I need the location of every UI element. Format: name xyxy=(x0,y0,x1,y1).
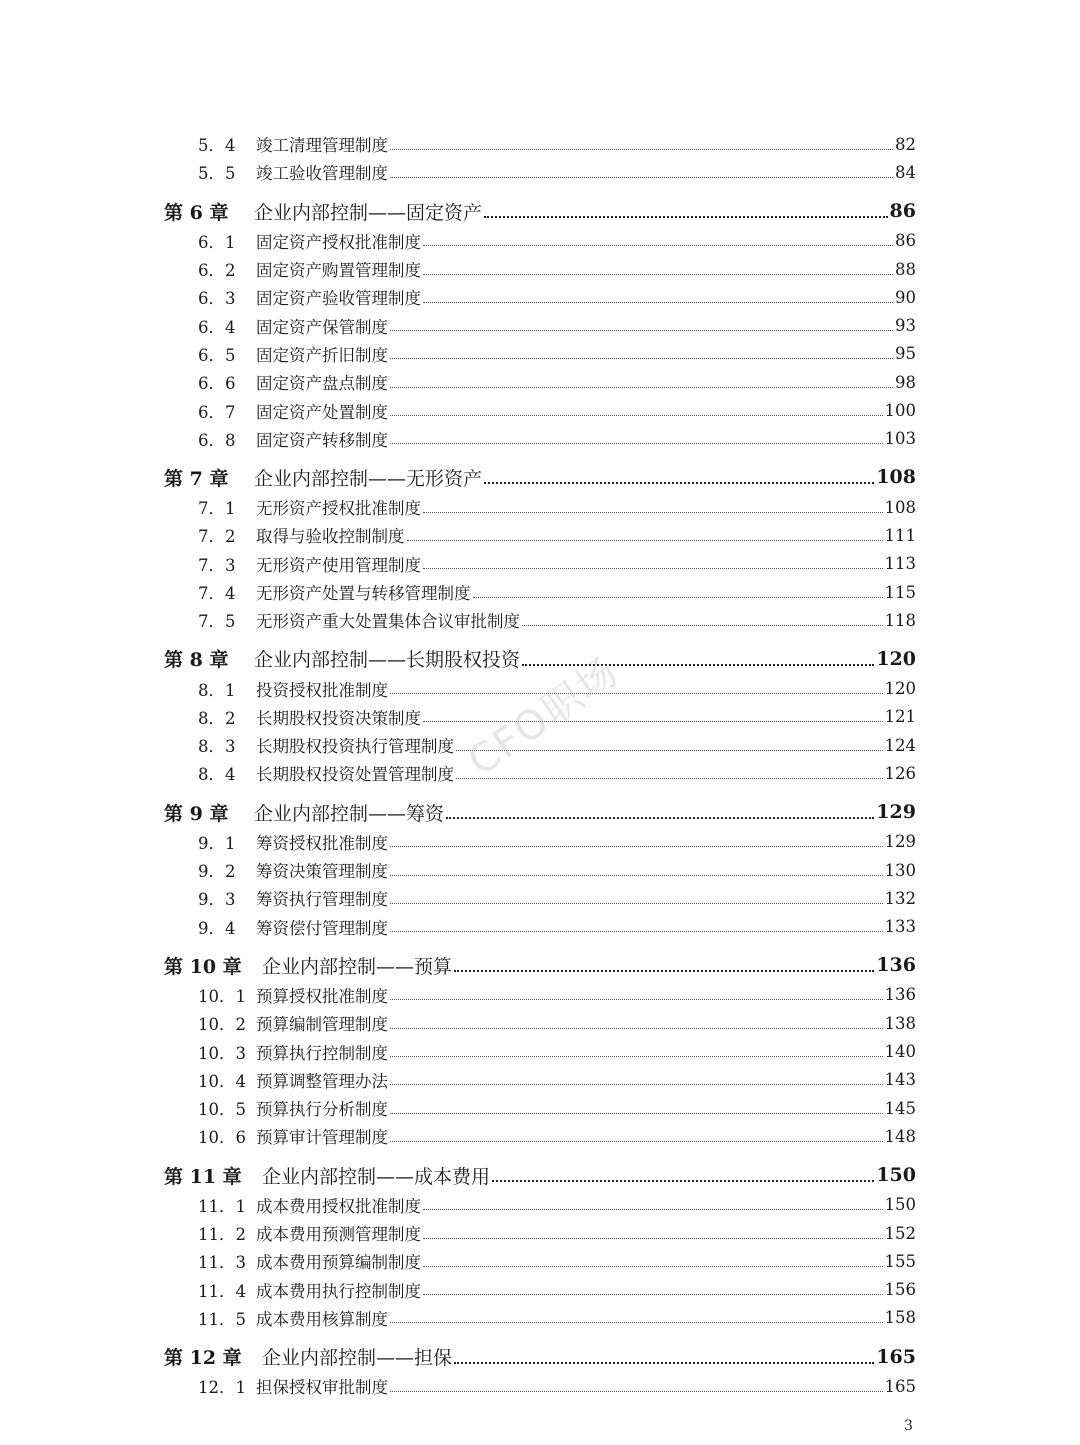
toc-entry-page: 111 xyxy=(884,525,916,545)
dot-leader xyxy=(390,999,883,1000)
toc-entry-page: 150 xyxy=(876,1164,916,1187)
toc-section-row xyxy=(0,1219,1080,1247)
toc-section-row xyxy=(0,674,1080,702)
dot-leader xyxy=(423,512,883,513)
toc-entry-title: 竣工验收管理制度 xyxy=(256,164,388,184)
toc-entry-page: 88 xyxy=(895,259,916,279)
toc-section-row xyxy=(0,1304,1080,1332)
toc-section-row xyxy=(0,981,1080,1009)
dot-leader xyxy=(423,1209,883,1210)
toc-section-row xyxy=(0,1191,1080,1219)
toc-entry-title: 取得与验收控制制度 xyxy=(256,527,405,547)
dot-leader xyxy=(473,597,883,598)
toc-entry-page: 158 xyxy=(884,1308,916,1328)
dot-leader xyxy=(390,1391,883,1392)
toc-entry-title: 筹资偿付管理制度 xyxy=(256,918,388,938)
toc-entry-number: 6．6 xyxy=(198,374,236,394)
dot-leader xyxy=(390,875,883,876)
toc-entry-page: 132 xyxy=(884,888,916,908)
toc-entry-number: 6．4 xyxy=(198,317,236,337)
toc-section-row xyxy=(0,1247,1080,1275)
toc-entry-title: 企业内部控制——预算 xyxy=(262,955,453,978)
toc-entry-number: 6．5 xyxy=(198,345,236,365)
toc-entry-page: 120 xyxy=(876,647,916,670)
toc-section-row xyxy=(0,130,1080,158)
watermark: CFO职场 xyxy=(460,648,628,786)
dot-leader xyxy=(390,1028,883,1029)
toc-entry-number: 第 7 章 xyxy=(164,467,229,490)
toc-chapter-row xyxy=(0,941,1080,981)
dot-leader xyxy=(390,387,893,388)
dot-leader xyxy=(522,625,883,626)
toc-entry-number: 10．6 xyxy=(198,1128,246,1148)
dot-leader xyxy=(390,415,883,416)
toc-entry-title: 预算执行分析制度 xyxy=(256,1100,388,1120)
toc-entry-title: 无形资产授权批准制度 xyxy=(256,499,421,519)
toc-entry-title: 无形资产处置与转移管理制度 xyxy=(256,584,471,603)
toc-entry-title: 预算调整管理办法 xyxy=(256,1071,388,1091)
toc-entry-number: 10．5 xyxy=(198,1100,246,1120)
toc-entry-number: 6．1 xyxy=(198,232,236,252)
dot-leader xyxy=(446,817,874,819)
toc-entry-title: 预算编制管理制度 xyxy=(256,1015,388,1035)
toc-entry-number: 9．4 xyxy=(198,918,236,938)
toc-entry-title: 预算授权批准制度 xyxy=(256,986,388,1006)
toc-section-row xyxy=(0,1372,1080,1400)
toc-entry-number: 7．2 xyxy=(198,527,236,547)
toc-entry-title: 企业内部控制——担保 xyxy=(262,1347,453,1370)
toc-chapter-row xyxy=(0,1151,1080,1191)
page-number: 3 xyxy=(904,1418,913,1434)
toc-section-row xyxy=(0,828,1080,856)
toc-entry-number: 7．1 xyxy=(198,499,236,519)
dot-leader xyxy=(390,1113,883,1114)
toc-entry-title: 长期股权投资决策制度 xyxy=(256,708,421,728)
toc-entry-page: 129 xyxy=(876,801,916,824)
toc-section-row xyxy=(0,1122,1080,1150)
toc-section-row xyxy=(0,521,1080,549)
toc-entry-title: 固定资产盘点制度 xyxy=(256,374,388,394)
dot-leader xyxy=(390,1141,883,1142)
dot-leader xyxy=(390,358,893,359)
dot-leader xyxy=(423,1266,883,1267)
toc-section-row xyxy=(0,1009,1080,1037)
toc-entry-number: 9．2 xyxy=(198,862,236,882)
dot-leader xyxy=(390,443,883,444)
toc-entry-page: 136 xyxy=(876,954,916,977)
toc-entry-title: 固定资产验收管理制度 xyxy=(256,289,421,309)
toc-entry-page: 90 xyxy=(895,287,916,307)
dot-leader xyxy=(390,693,883,694)
toc-entry-page: 150 xyxy=(884,1195,916,1215)
dot-leader xyxy=(390,1084,883,1085)
toc-entry-title: 预算执行控制制度 xyxy=(256,1043,388,1063)
toc-entry-title: 企业内部控制——长期股权投资 xyxy=(254,649,521,672)
toc-entry-page: 98 xyxy=(895,372,916,392)
toc-entry-title: 成本费用执行控制制度 xyxy=(256,1281,421,1301)
toc-entry-number: 6．8 xyxy=(198,430,236,450)
toc-entry-number: 12．1 xyxy=(198,1378,246,1398)
toc-section-row xyxy=(0,1066,1080,1094)
toc-entry-page: 124 xyxy=(884,735,916,755)
toc-entry-page: 100 xyxy=(884,401,916,421)
toc-section-row xyxy=(0,703,1080,731)
toc-entry-number: 8．3 xyxy=(198,737,236,757)
toc-entry-number: 7．4 xyxy=(198,584,236,603)
toc-entry-number: 6．3 xyxy=(198,289,236,309)
toc-entry-title: 固定资产购置管理制度 xyxy=(256,261,421,281)
toc-section-row xyxy=(0,158,1080,186)
toc-entry-number: 10．2 xyxy=(198,1015,246,1035)
toc-entry-number: 第 12 章 xyxy=(164,1347,242,1370)
dot-leader xyxy=(423,1238,883,1239)
toc-entry-page: 93 xyxy=(895,316,916,336)
toc-section-row xyxy=(0,606,1080,634)
dot-leader xyxy=(423,302,893,303)
dot-leader xyxy=(456,778,883,779)
toc-entry-number: 5．5 xyxy=(198,164,236,184)
toc-entry-title: 竣工清理管理制度 xyxy=(256,136,388,156)
toc-entry-page: 138 xyxy=(884,1013,916,1033)
toc-entry-page: 152 xyxy=(884,1223,916,1243)
toc-entry-number: 7．5 xyxy=(198,612,236,632)
toc-entry-page: 136 xyxy=(884,985,916,1005)
toc-entry-number: 第 11 章 xyxy=(164,1165,242,1188)
toc-chapter-row xyxy=(0,1332,1080,1372)
table-of-contents xyxy=(0,130,1080,1400)
toc-entry-number: 第 10 章 xyxy=(164,955,242,978)
toc-entry-title: 投资授权批准制度 xyxy=(256,680,388,700)
toc-entry-number: 11．4 xyxy=(198,1281,246,1301)
toc-entry-title: 企业内部控制——固定资产 xyxy=(254,201,483,224)
toc-section-row xyxy=(0,1037,1080,1065)
toc-entry-number: 7．3 xyxy=(198,555,236,575)
toc-section-row xyxy=(0,283,1080,311)
dot-leader xyxy=(390,1322,883,1323)
toc-entry-title: 企业内部控制——无形资产 xyxy=(254,467,483,490)
toc-entry-title: 固定资产转移制度 xyxy=(256,430,388,450)
toc-entry-number: 8．1 xyxy=(198,680,236,700)
toc-entry-page: 155 xyxy=(884,1251,916,1271)
toc-entry-title: 担保授权审批制度 xyxy=(256,1378,388,1398)
toc-chapter-row xyxy=(0,634,1080,674)
dot-leader xyxy=(423,568,883,569)
toc-entry-page: 118 xyxy=(884,610,916,630)
toc-entry-title: 企业内部控制——筹资 xyxy=(254,802,445,825)
dot-leader xyxy=(390,931,883,932)
toc-entry-page: 86 xyxy=(895,231,916,251)
toc-entry-page: 120 xyxy=(884,679,916,699)
toc-entry-page: 126 xyxy=(884,763,916,783)
toc-entry-page: 145 xyxy=(884,1098,916,1118)
toc-section-row xyxy=(0,368,1080,396)
dot-leader xyxy=(522,664,874,666)
dot-leader xyxy=(390,177,893,178)
toc-entry-number: 9．1 xyxy=(198,833,236,853)
toc-entry-page: 129 xyxy=(884,832,916,852)
toc-entry-title: 固定资产折旧制度 xyxy=(256,345,388,365)
toc-entry-page: 121 xyxy=(884,707,916,727)
toc-entry-number: 9．3 xyxy=(198,890,236,910)
toc-entry-page: 133 xyxy=(884,917,916,937)
toc-entry-page: 86 xyxy=(889,200,916,223)
toc-entry-number: 11．1 xyxy=(198,1196,246,1216)
toc-section-row xyxy=(0,856,1080,884)
dot-leader xyxy=(454,970,874,972)
toc-entry-number: 11．2 xyxy=(198,1225,246,1245)
dot-leader xyxy=(390,330,893,331)
toc-entry-title: 筹资决策管理制度 xyxy=(256,862,388,882)
toc-entry-page: 140 xyxy=(884,1042,916,1062)
toc-entry-title: 固定资产处置制度 xyxy=(256,402,388,422)
toc-entry-number: 10．1 xyxy=(198,986,246,1006)
toc-entry-page: 156 xyxy=(884,1280,916,1300)
dot-leader xyxy=(484,216,888,218)
toc-section-row xyxy=(0,493,1080,521)
dot-leader xyxy=(423,1294,883,1295)
toc-section-row xyxy=(0,340,1080,368)
dot-leader xyxy=(423,274,893,275)
dot-leader xyxy=(423,721,883,722)
toc-entry-title: 无形资产重大处置集体合议审批制度 xyxy=(256,612,520,632)
toc-entry-title: 长期股权投资处置管理制度 xyxy=(256,765,454,785)
toc-section-row xyxy=(0,731,1080,759)
dot-leader xyxy=(454,1362,874,1364)
toc-section-row xyxy=(0,1276,1080,1304)
dot-leader xyxy=(390,1056,883,1057)
toc-entry-page: 165 xyxy=(876,1345,916,1368)
toc-entry-number: 11．5 xyxy=(198,1309,246,1329)
toc-entry-title: 成本费用授权批准制度 xyxy=(256,1196,421,1216)
dot-leader xyxy=(456,750,883,751)
toc-entry-page: 84 xyxy=(895,162,916,182)
toc-entry-title: 筹资授权批准制度 xyxy=(256,833,388,853)
toc-entry-title: 筹资执行管理制度 xyxy=(256,890,388,910)
toc-section-row xyxy=(0,578,1080,606)
toc-section-row xyxy=(0,255,1080,283)
toc-entry-number: 第 6 章 xyxy=(164,201,229,224)
toc-entry-title: 成本费用预测管理制度 xyxy=(256,1225,421,1245)
dot-leader xyxy=(492,1180,874,1182)
dot-leader xyxy=(390,149,893,150)
toc-entry-number: 第 8 章 xyxy=(164,649,229,672)
toc-entry-title: 成本费用核算制度 xyxy=(256,1309,388,1329)
toc-entry-number: 8．2 xyxy=(198,708,236,728)
toc-entry-number: 6．2 xyxy=(198,261,236,281)
toc-entry-page: 113 xyxy=(884,554,916,574)
toc-entry-number: 10．4 xyxy=(198,1071,246,1091)
dot-leader xyxy=(390,903,883,904)
toc-section-row xyxy=(0,425,1080,453)
toc-entry-title: 固定资产授权批准制度 xyxy=(256,232,421,252)
toc-section-row xyxy=(0,884,1080,912)
toc-entry-page: 165 xyxy=(884,1376,916,1396)
toc-entry-page: 115 xyxy=(884,582,916,602)
toc-section-row xyxy=(0,227,1080,255)
toc-entry-number: 5．4 xyxy=(198,136,236,156)
toc-section-row xyxy=(0,550,1080,578)
dot-leader xyxy=(407,540,883,541)
toc-entry-page: 108 xyxy=(876,466,916,489)
toc-entry-page: 103 xyxy=(884,429,916,449)
toc-entry-number: 8．4 xyxy=(198,765,236,785)
toc-entry-title: 企业内部控制——成本费用 xyxy=(262,1165,491,1188)
toc-entry-title: 成本费用预算编制制度 xyxy=(256,1253,421,1273)
toc-entry-title: 固定资产保管制度 xyxy=(256,317,388,337)
toc-entry-page: 95 xyxy=(895,344,916,364)
toc-section-row xyxy=(0,759,1080,787)
toc-entry-number: 11．3 xyxy=(198,1253,246,1273)
toc-entry-page: 143 xyxy=(884,1070,916,1090)
toc-entry-page: 130 xyxy=(884,860,916,880)
toc-section-row xyxy=(0,311,1080,339)
dot-leader xyxy=(390,846,883,847)
toc-entry-number: 6．7 xyxy=(198,402,236,422)
toc-entry-page: 108 xyxy=(884,497,916,517)
toc-entry-number: 10．3 xyxy=(198,1043,246,1063)
toc-chapter-row xyxy=(0,453,1080,493)
toc-entry-page: 148 xyxy=(884,1126,916,1146)
toc-entry-title: 无形资产使用管理制度 xyxy=(256,555,421,575)
toc-section-row xyxy=(0,1094,1080,1122)
toc-entry-title: 预算审计管理制度 xyxy=(256,1128,388,1148)
toc-entry-number: 第 9 章 xyxy=(164,802,229,825)
toc-entry-page: 82 xyxy=(895,134,916,154)
toc-chapter-row xyxy=(0,187,1080,227)
toc-chapter-row xyxy=(0,788,1080,828)
toc-entry-title: 长期股权投资执行管理制度 xyxy=(256,737,454,757)
dot-leader xyxy=(484,482,874,484)
toc-section-row xyxy=(0,396,1080,424)
dot-leader xyxy=(423,245,893,246)
toc-section-row xyxy=(0,913,1080,941)
